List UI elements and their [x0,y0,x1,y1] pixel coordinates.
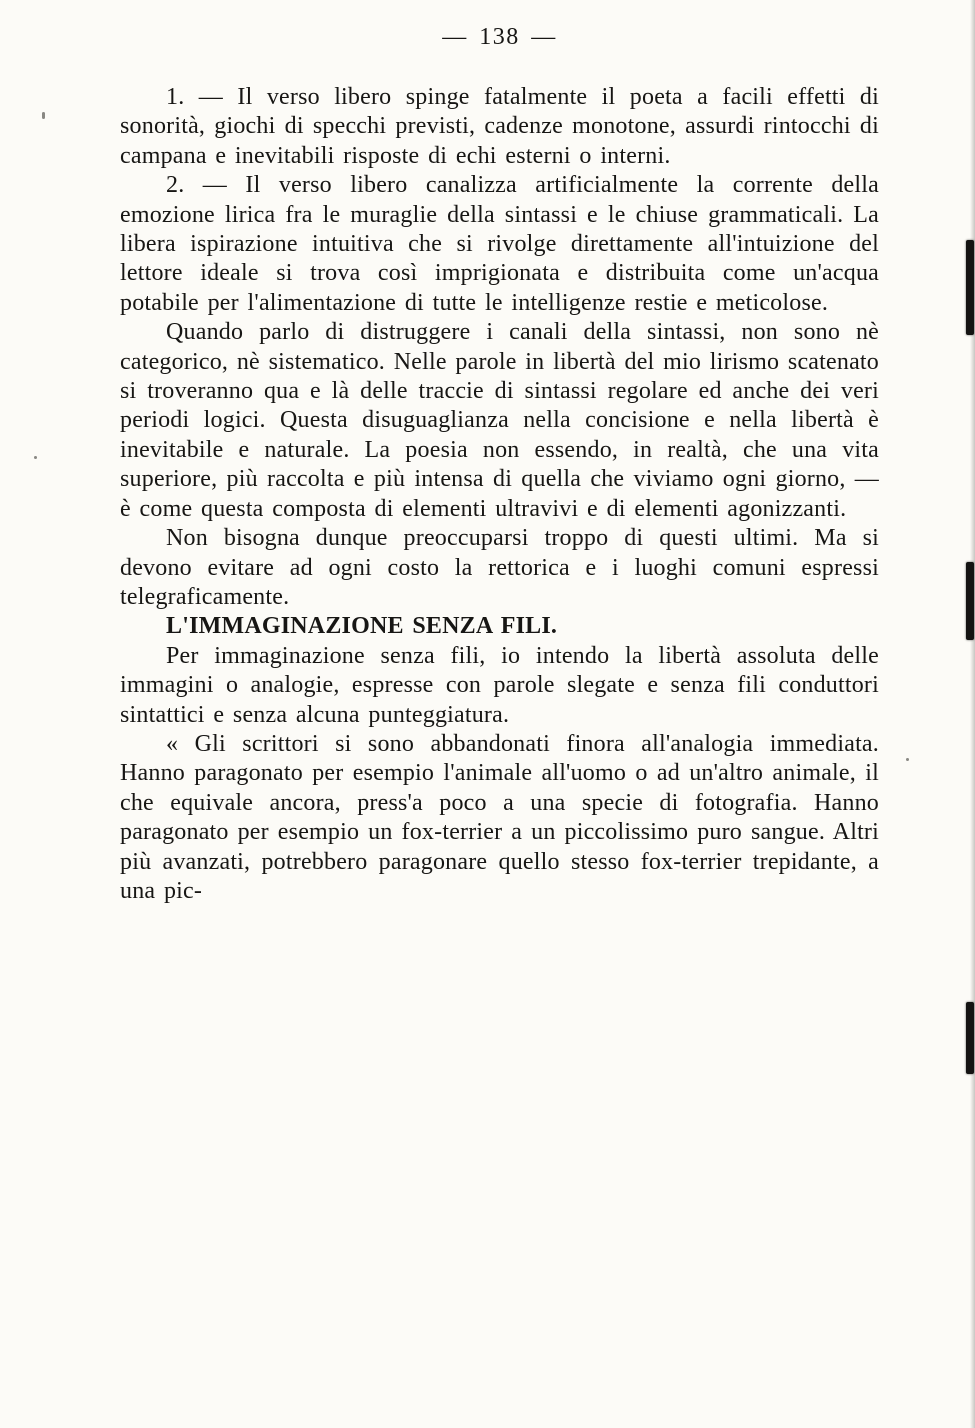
scan-artifact [966,240,974,335]
paragraph: « Gli scrittori si sono abbandonati finora all'analogia immediata. Hanno paragonato per esempio l'animale all'uomo o ad un'altro animale, il che equivale ancora, press'a poco a una specie di fotografia. Hanno paragonato per esempio un fox-terrier a un piccolissimo puro sangue. Altri più avanzati, potrebbero paragonare quello stesso fox-terrier trepidante, a una pic- [120,730,879,904]
paragraph: Non bisogna dunque preoccuparsi troppo di questi ultimi. Ma si devono evitare ad ogni costo la rettorica e i luoghi comuni espressi telegraficamente. [120,525,879,610]
section-heading: L'IMMAGINAZIONE SENZA FILI. [166,613,558,640]
scan-speck [42,112,45,119]
page-body [120,83,879,906]
scan-speck [34,456,37,459]
scan-speck [906,758,909,761]
scan-edge-shadow [970,0,975,1428]
scan-artifact [966,562,974,640]
scan-artifact [966,1002,974,1074]
paragraph: Quando parlo di distruggere i canali della sintassi, non sono nè categorico, nè sistematico. Nelle parole in libertà del mio lirismo scatenato si troveranno qua e là delle traccie di sintassi regolare ed anche dei veri periodi logici. Questa disuguaglianza nella concisione e nella libertà è inevitabile e naturale. La poesia non essendo, in realtà, che una vita superiore, più raccolta e più intensa di quella che viviamo ogni giorno, — è come questa composta di elementi ultravivi e di elementi agonizzanti. [120,319,879,522]
paragraph: 2. — Il verso libero canalizza artificialmente la corrente della emozione lirica fra le muraglie della sintassi e le chiuse grammaticali. La libera ispirazione intuitiva che si rivolge direttamente all'intuizione del lettore ideale si trova così imprigionata e distribuita come un'acqua potabile per l'alimentazione di tutte le intelligenze restie e meticolose. [120,172,879,316]
paragraph: Per immaginazione senza fili, io intendo la libertà assoluta delle immagini o analogie, espresse con parole slegate e senza fili conduttori sintattici e senza alcuna punteggiatura. [120,642,879,728]
page-number: — 138 — [442,24,557,50]
paragraph: 1. — Il verso libero spinge fatalmente il poeta a facili effetti di sonorità, giochi di specchi previsti, cadenze monotone, assurdi rintocchi di campana e inevitabili risposte di echi esterni o interni. [120,84,879,169]
